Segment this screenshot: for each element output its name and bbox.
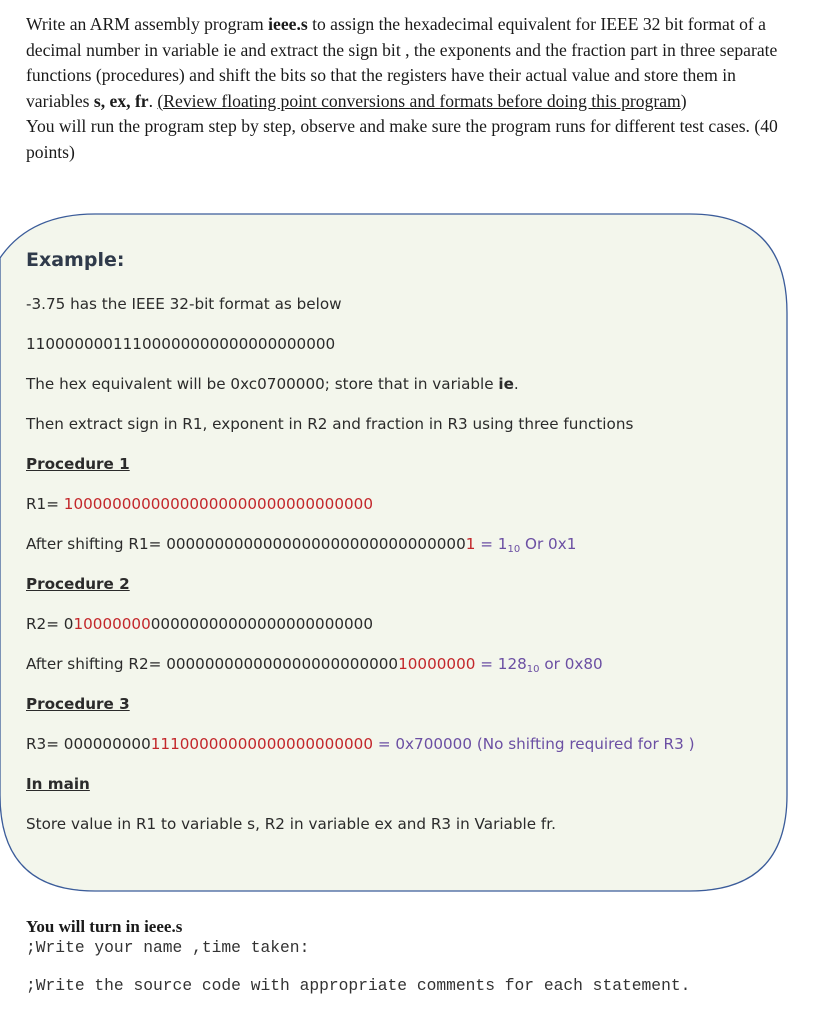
procedure-1-shift: After shifting $R1= 00000000000000000000000000000001 = 1_{10}$ Or 0x1 [26, 535, 577, 555]
instructions [26, 12, 796, 166]
turn-in-title: You will turn in ieee.s [26, 917, 183, 936]
procedure-1-r1: R1= 10000000000000000000000000000000 [26, 495, 373, 513]
variable-names: s, ex, fr [93, 90, 149, 111]
procedure-2-heading: Procedure 2 [26, 575, 130, 593]
instructions-paragraph-2: You will run the program step by step, observe and make sure the program runs for different test cases. (40 points) [26, 116, 778, 162]
review-link[interactable]: (Review floating point conversions and formats before doing this program [157, 90, 681, 111]
code-comment-name: ;Write your name ,time taken: [26, 938, 310, 957]
procedure-3-heading: Procedure 3 [26, 695, 130, 713]
example-intro: -3.75 has the IEEE 32-bit format as below [26, 295, 342, 313]
procedure-3-r3: R3= 00000000011100000000000000000000 = 0x700000 (No shifting required for R3 ) [26, 735, 695, 753]
main-heading: In main [26, 775, 90, 793]
procedure-1-heading: Procedure 1 [26, 455, 130, 473]
procedure-2-r2: R2= 01000000000000000000000000000000 [26, 615, 374, 633]
main-instruction: Store value in R1 to variable s, R2 in variable ex and R3 in Variable fr. [26, 815, 556, 833]
binary-format: 11000000011100000000000000000000 [26, 335, 336, 353]
filename: ieee.s [268, 14, 308, 34]
extract-instruction: Then extract sign in R1, exponent in R2 and fraction in R3 using three functions [26, 415, 634, 433]
code-comment-source: ;Write the source code with appropriate comments for each statement. [26, 976, 691, 995]
example-box [0, 213, 790, 893]
procedure-2-shift: After shifting $R2= 00000000000000000000000010000000 = 128_{10}$ or 0x80 [26, 655, 603, 675]
example-heading: Example: [26, 249, 125, 271]
hex-equivalent: The hex equivalent will be 0xc0700000; store that in variable ie. [26, 375, 519, 393]
instructions-paragraph-1: Write an ARM assembly program ieee.s to assign the hexadecimal equivalent for IEEE 32 bit format of a decimal number in variable ie and extract the sign bit , the exponents and the fraction part in three separate functions (procedures) and shift the bits so that the registers have their actual value and store them in variables s, ex, fr. (Review floating point conversions and formats before doing this program) [26, 14, 778, 111]
